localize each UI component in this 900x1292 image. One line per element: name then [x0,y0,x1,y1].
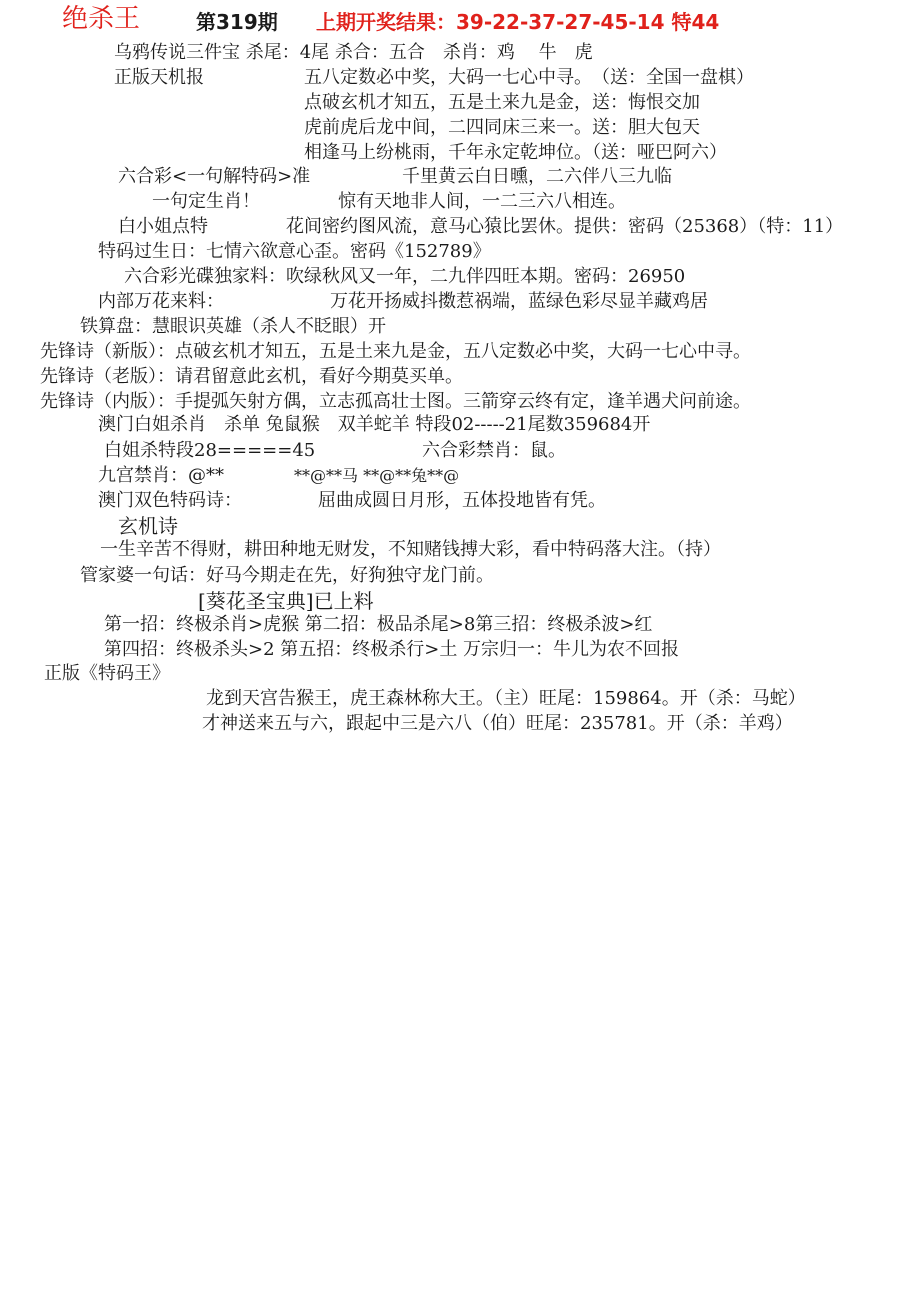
line-xuanji-title: 玄机诗 [118,514,178,538]
line-wuya: 乌鸦传说三件宝 杀尾：4尾 杀合：五合 杀肖：鸡 牛 虎 [114,42,593,63]
line-liuhecai-jinxiao: 六合彩禁肖：鼠。 [422,440,566,461]
line-birthday: 特码过生日：七情六欲意心歪。密码《152789》 [98,241,491,262]
line-yiju-label: 六合彩<一句解特码>准 [118,166,311,187]
line-shengxiao-poem: 惊有天地非人间，一二三六八相连。 [338,191,626,212]
line-baijie-teduan: 白姐杀特段28=====45 [104,440,316,461]
line-tianjibao-4: 相逢马上纷桃雨，千年永定乾坤位。（送：哑巴阿六） [304,142,727,163]
line-yiju-poem: 千里黄云白日曛，二六伴八三九临 [402,166,672,187]
line-wanhua-label: 内部万花来料： [98,291,224,312]
line-baixiaojie-label: 白小姐点特 [118,216,208,237]
line-shuangse-poem: 屈曲成圆日月形，五体投地皆有凭。 [318,490,606,511]
line-shengxiao-label: 一句定生肖！ [152,191,260,212]
line-temawang-title: 正版《特码王》 [44,663,170,684]
line-wanhua-poem: 万花开扬威抖擞惹祸端，蓝绿色彩尽显羊藏鸡居 [330,291,708,312]
line-tianjibao-1: 五八定数必中奖，大码一七心中寻。 （送：全国一盘棋） [304,67,754,88]
line-xianfeng-inner: 先锋诗（内版）：手提弧矢射方偶，立志孤高壮士图。三箭穿云终有定，逢羊遇犬问前途。 [40,391,751,412]
line-temawang-1: 龙到天宫告猴王，虎王森林称大王。（主）旺尾：159864。开（杀：马蛇） [206,688,806,709]
line-jiugong-label: 九宫禁肖：@** [98,465,224,486]
line-jiugong-values: **@**马 **@**兔**@ [294,466,460,485]
line-kuihua-title: [葵花圣宝典]已上料 [198,589,374,613]
last-result: 上期开奖结果：39-22-37-27-45-14 特44 [316,10,720,34]
line-kuihua-1: 第一招：终极杀肖>虎猴 第二招：极品杀尾>8第三招：终极杀波>红 [104,614,653,635]
line-tianjibao-2: 点破玄机才知五，五是土来九是金，送：悔恨交加 [304,92,700,113]
line-baixiaojie-poem: 花间密约图风流，意马心猿比罢休。提供：密码（25368）（特：11） [286,216,844,237]
line-guangdie: 六合彩光碟独家料：吹绿秋风又一年，二九伴四旺本期。密码：26950 [124,266,686,287]
line-xianfeng-new: 先锋诗（新版）：点破玄机才知五，五是土来九是金，五八定数必中奖，大码一七心中寻。 [40,341,751,362]
line-aomen-baijie: 澳门白姐杀肖 杀单 兔鼠猴 双羊蛇羊 特段02-----21尾数359684开 [98,414,651,435]
line-guanjiapo: 管家婆一句话：好马今期走在先，好狗独守龙门前。 [80,565,494,586]
line-xianfeng-old: 先锋诗（老版）：请君留意此玄机，看好今期莫买单。 [40,366,463,387]
logo: 绝杀王 [62,4,141,34]
line-xuanji-poem: 一生辛苦不得财，耕田种地无财发，不知赌钱搏大彩，看中特码落大注。（持） [100,539,721,560]
line-shuangse-label: 澳门双色特码诗： [98,490,242,511]
line-tiesuanpan: 铁算盘：慧眼识英雄（杀人不眨眼）开 [80,316,386,337]
line-kuihua-2: 第四招：终极杀头>2 第五招：终极杀行>土 万宗归一：牛儿为农不回报 [104,639,680,660]
line-tianjibao-label: 正版天机报 [114,67,204,88]
line-temawang-2: 才神送来五与六，跟起中三是六八（伯）旺尾：235781。开（杀：羊鸡） [202,713,793,734]
line-tianjibao-3: 虎前虎后龙中间，二四同床三来一。送：胆大包天 [304,117,700,138]
issue-number: 第319期 [196,10,278,34]
